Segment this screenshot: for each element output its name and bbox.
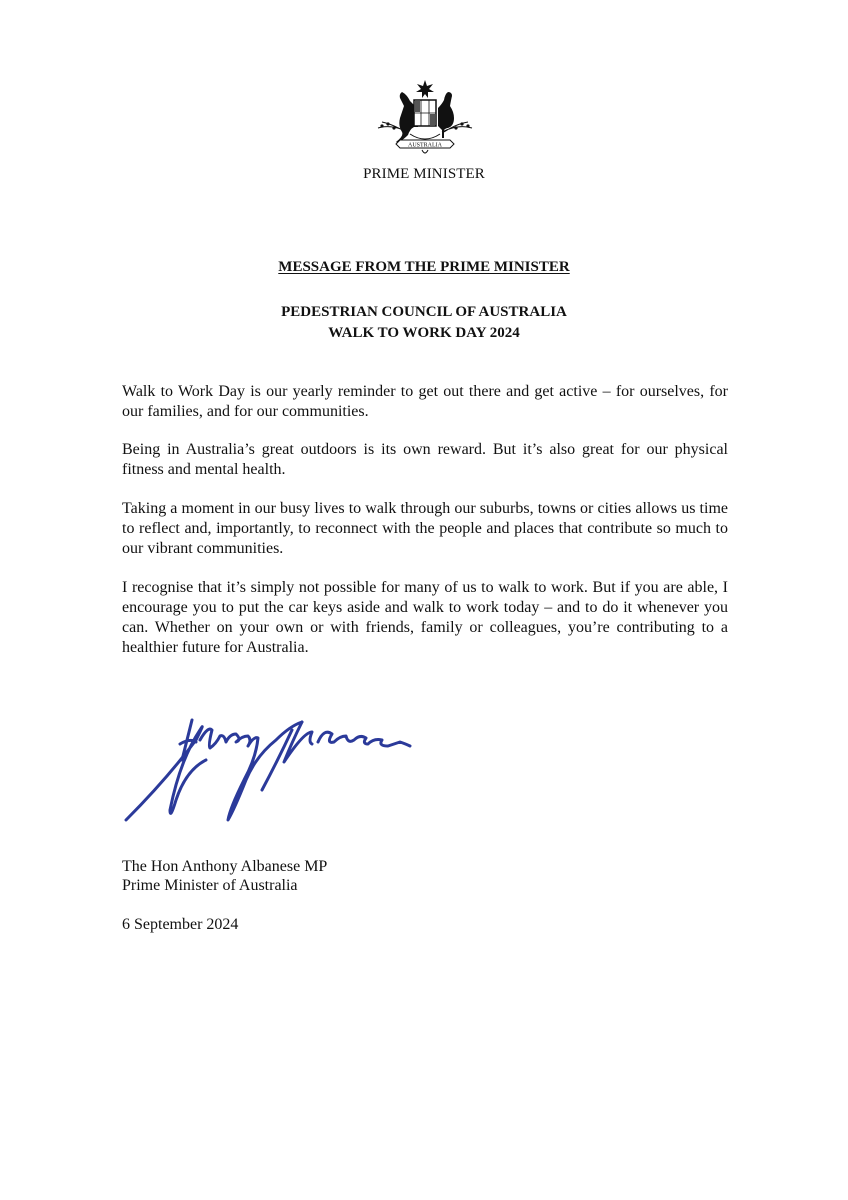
signatory-title: Prime Minister of Australia xyxy=(122,877,298,894)
letter-date: 6 September 2024 xyxy=(122,916,239,933)
organisation-heading: PEDESTRIAN COUNCIL OF AUSTRALIA xyxy=(281,304,567,320)
body-paragraph: Walk to Work Day is our yearly reminder to get out there and get active – for ourselves, for our families, and for our communities. xyxy=(122,383,728,420)
handwritten-signature-icon xyxy=(122,700,452,830)
message-heading: MESSAGE FROM THE PRIME MINISTER xyxy=(278,259,570,275)
signatory-name: The Hon Anthony Albanese MP xyxy=(122,858,328,875)
office-title: PRIME MINISTER xyxy=(363,166,485,182)
body-paragraph: I recognise that it’s simply not possible for many of us to walk to work. But if you are able, I encourage you to put the car keys aside and walk to work today – and to do it whenever you can. Whether on your own or with friends, family or colleagues, you’re contributing to a healthier future for Australia. xyxy=(122,579,728,656)
body-paragraph: Being in Australia’s great outdoors is its own reward. But it’s also great for our physical fitness and mental health. xyxy=(122,441,728,478)
svg-text:AUSTRALIA: AUSTRALIA xyxy=(408,142,442,149)
body-paragraph: Taking a moment in our busy lives to walk through our suburbs, towns or cities allows us time to reflect and, importantly, to reconnect with the people and places that contribute so much to our vibrant communities. xyxy=(122,500,728,557)
coat-of-arms-icon xyxy=(372,78,478,164)
event-heading: WALK TO WORK DAY 2024 xyxy=(328,325,520,341)
